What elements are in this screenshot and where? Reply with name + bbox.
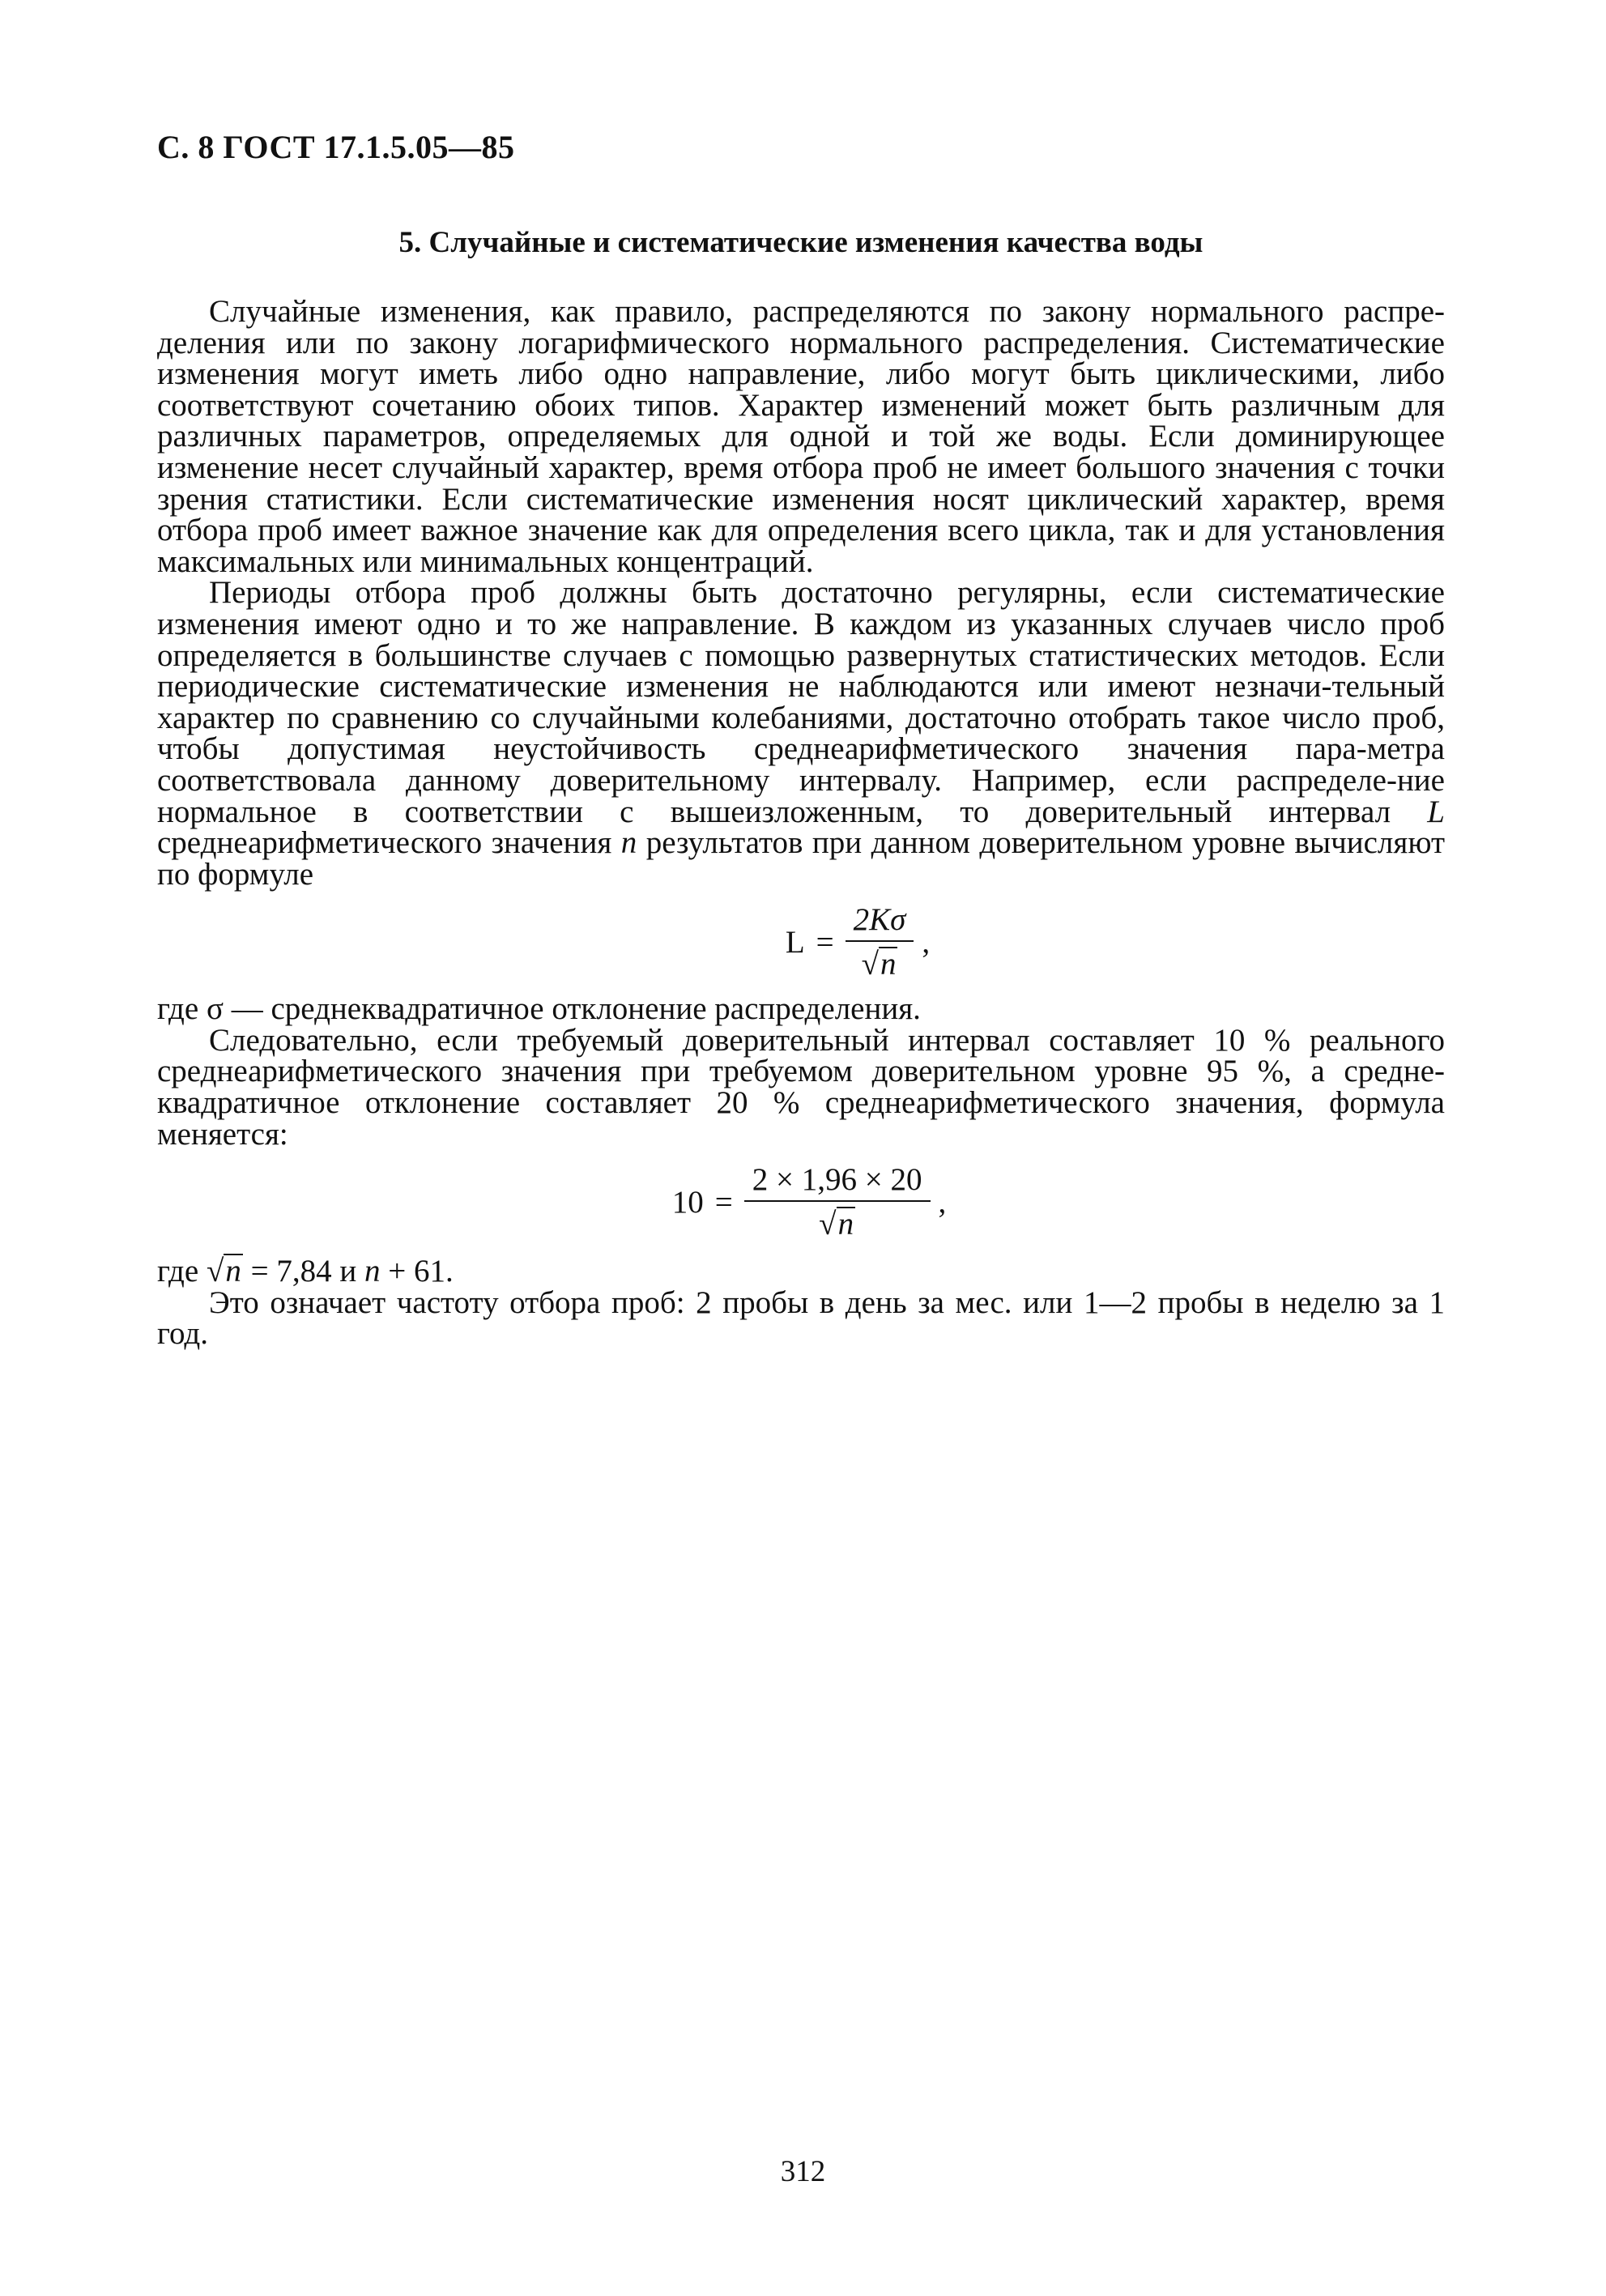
- formula-2-denominator-var: n: [837, 1207, 854, 1242]
- paragraph-5: [157, 1254, 1445, 1288]
- paragraph-5-rest: = 7,84 и: [250, 1254, 357, 1289]
- formula-2-numerator: 2 × 1,96 × 20: [744, 1164, 931, 1202]
- paragraph-2-text-c: результатов при данном доверительном уровне вычисляют по формуле: [157, 825, 1445, 892]
- paragraph-5-tail: + 61.: [388, 1254, 454, 1289]
- formula-1-numerator: 2Kσ: [846, 904, 914, 942]
- paragraph-1: Случайные изменения, как правило, распределяются по закону нормального распре-деления или по закону логарифмического нормального распределения. Систематические изменения могут иметь либо одно направление, либо могут быть циклическими, либо соответствуют сочетанию обоих типов. Характер изменений может быть различным для различных параметров, определяемых для одной и той же воды. Если доминирующее изменение несет случайный характер, время отбора проб не имеет большого значения с точки зрения статистики. Если систематические изменения носят циклический характер, время отбора проб имеет важное значение как для определения всего цикла, так и для установления максимальных или минимальных концентраций.: [157, 294, 1445, 579]
- section-title: 5. Случайные и систематические изменения качества воды: [398, 226, 1203, 259]
- paragraph-5-prefix: где: [157, 1254, 199, 1289]
- paragraph-3: где σ — среднеквадратичное отклонение распределения.: [157, 991, 921, 1027]
- paragraph-2-text-b: среднеарифметического значения: [157, 825, 612, 861]
- formula-1-denominator: [862, 942, 898, 980]
- formula-2-comma: ,: [938, 1184, 947, 1220]
- formula-2-lhs: 10: [671, 1184, 704, 1220]
- inline-sqrt-n: [207, 1254, 243, 1287]
- formula-sample-count: [173, 1150, 1445, 1254]
- body-text: [157, 296, 1445, 1350]
- running-head: С. 8 ГОСТ 17.1.5.05—85: [157, 129, 515, 165]
- paragraph-6: Это означает частоту отбора проб: 2 пробы в день за мес. или 1—2 пробы в неделю за 1 год.: [157, 1284, 1445, 1352]
- page-number: 312: [780, 2155, 826, 2188]
- variable-L: L: [1427, 794, 1445, 829]
- paragraph-2: [157, 577, 1445, 890]
- variable-n: n: [620, 825, 637, 861]
- formula-1-lhs: L: [785, 924, 805, 960]
- variable-n: n: [364, 1254, 381, 1289]
- formula-2-denominator: [819, 1202, 855, 1240]
- sqrt-symbol: √: [861, 947, 879, 982]
- inline-sqrt-var: n: [225, 1254, 241, 1289]
- formula-1-fraction: [846, 904, 914, 980]
- formula-confidence-interval: [271, 890, 1445, 994]
- formula-2-equals: =: [714, 1184, 733, 1220]
- sqrt-symbol: √: [819, 1207, 837, 1242]
- formula-1-equals: =: [816, 924, 834, 960]
- formula-2-fraction: [744, 1164, 931, 1240]
- paragraph-2-text-a: Периоды отбора проб должны быть достаточно регулярны, если систематические изменения имеют одно и то же направление. В каждом из указанных случаев число проб определяется в большинстве случаев с помощью развернутых статистических методов. Если периодические систематические изменения не наблюдаются или имеют незначи-тельный характер по сравнению со случайными колебаниями, достаточно отобрать такое число проб, чтобы допустимая неустойчивость среднеарифметического значения пара-метра соответствовала данному доверительному интервалу. Например, если распределе-ние нормальное в соответствии с вышеизложенным, то доверительный интервал: [157, 575, 1445, 829]
- paragraph-4: Следовательно, если требуемый доверительный интервал составляет 10 % реального среднеарифметического значения при требуемом доверительном уровне 95 %, а средне-квадратичное отклонение составляет 20 % среднеарифметического значения, формула меняется:: [157, 1022, 1445, 1152]
- sqrt-symbol: √: [206, 1254, 224, 1289]
- formula-1-denominator-var: n: [880, 947, 897, 982]
- formula-1-comma: ,: [922, 924, 931, 960]
